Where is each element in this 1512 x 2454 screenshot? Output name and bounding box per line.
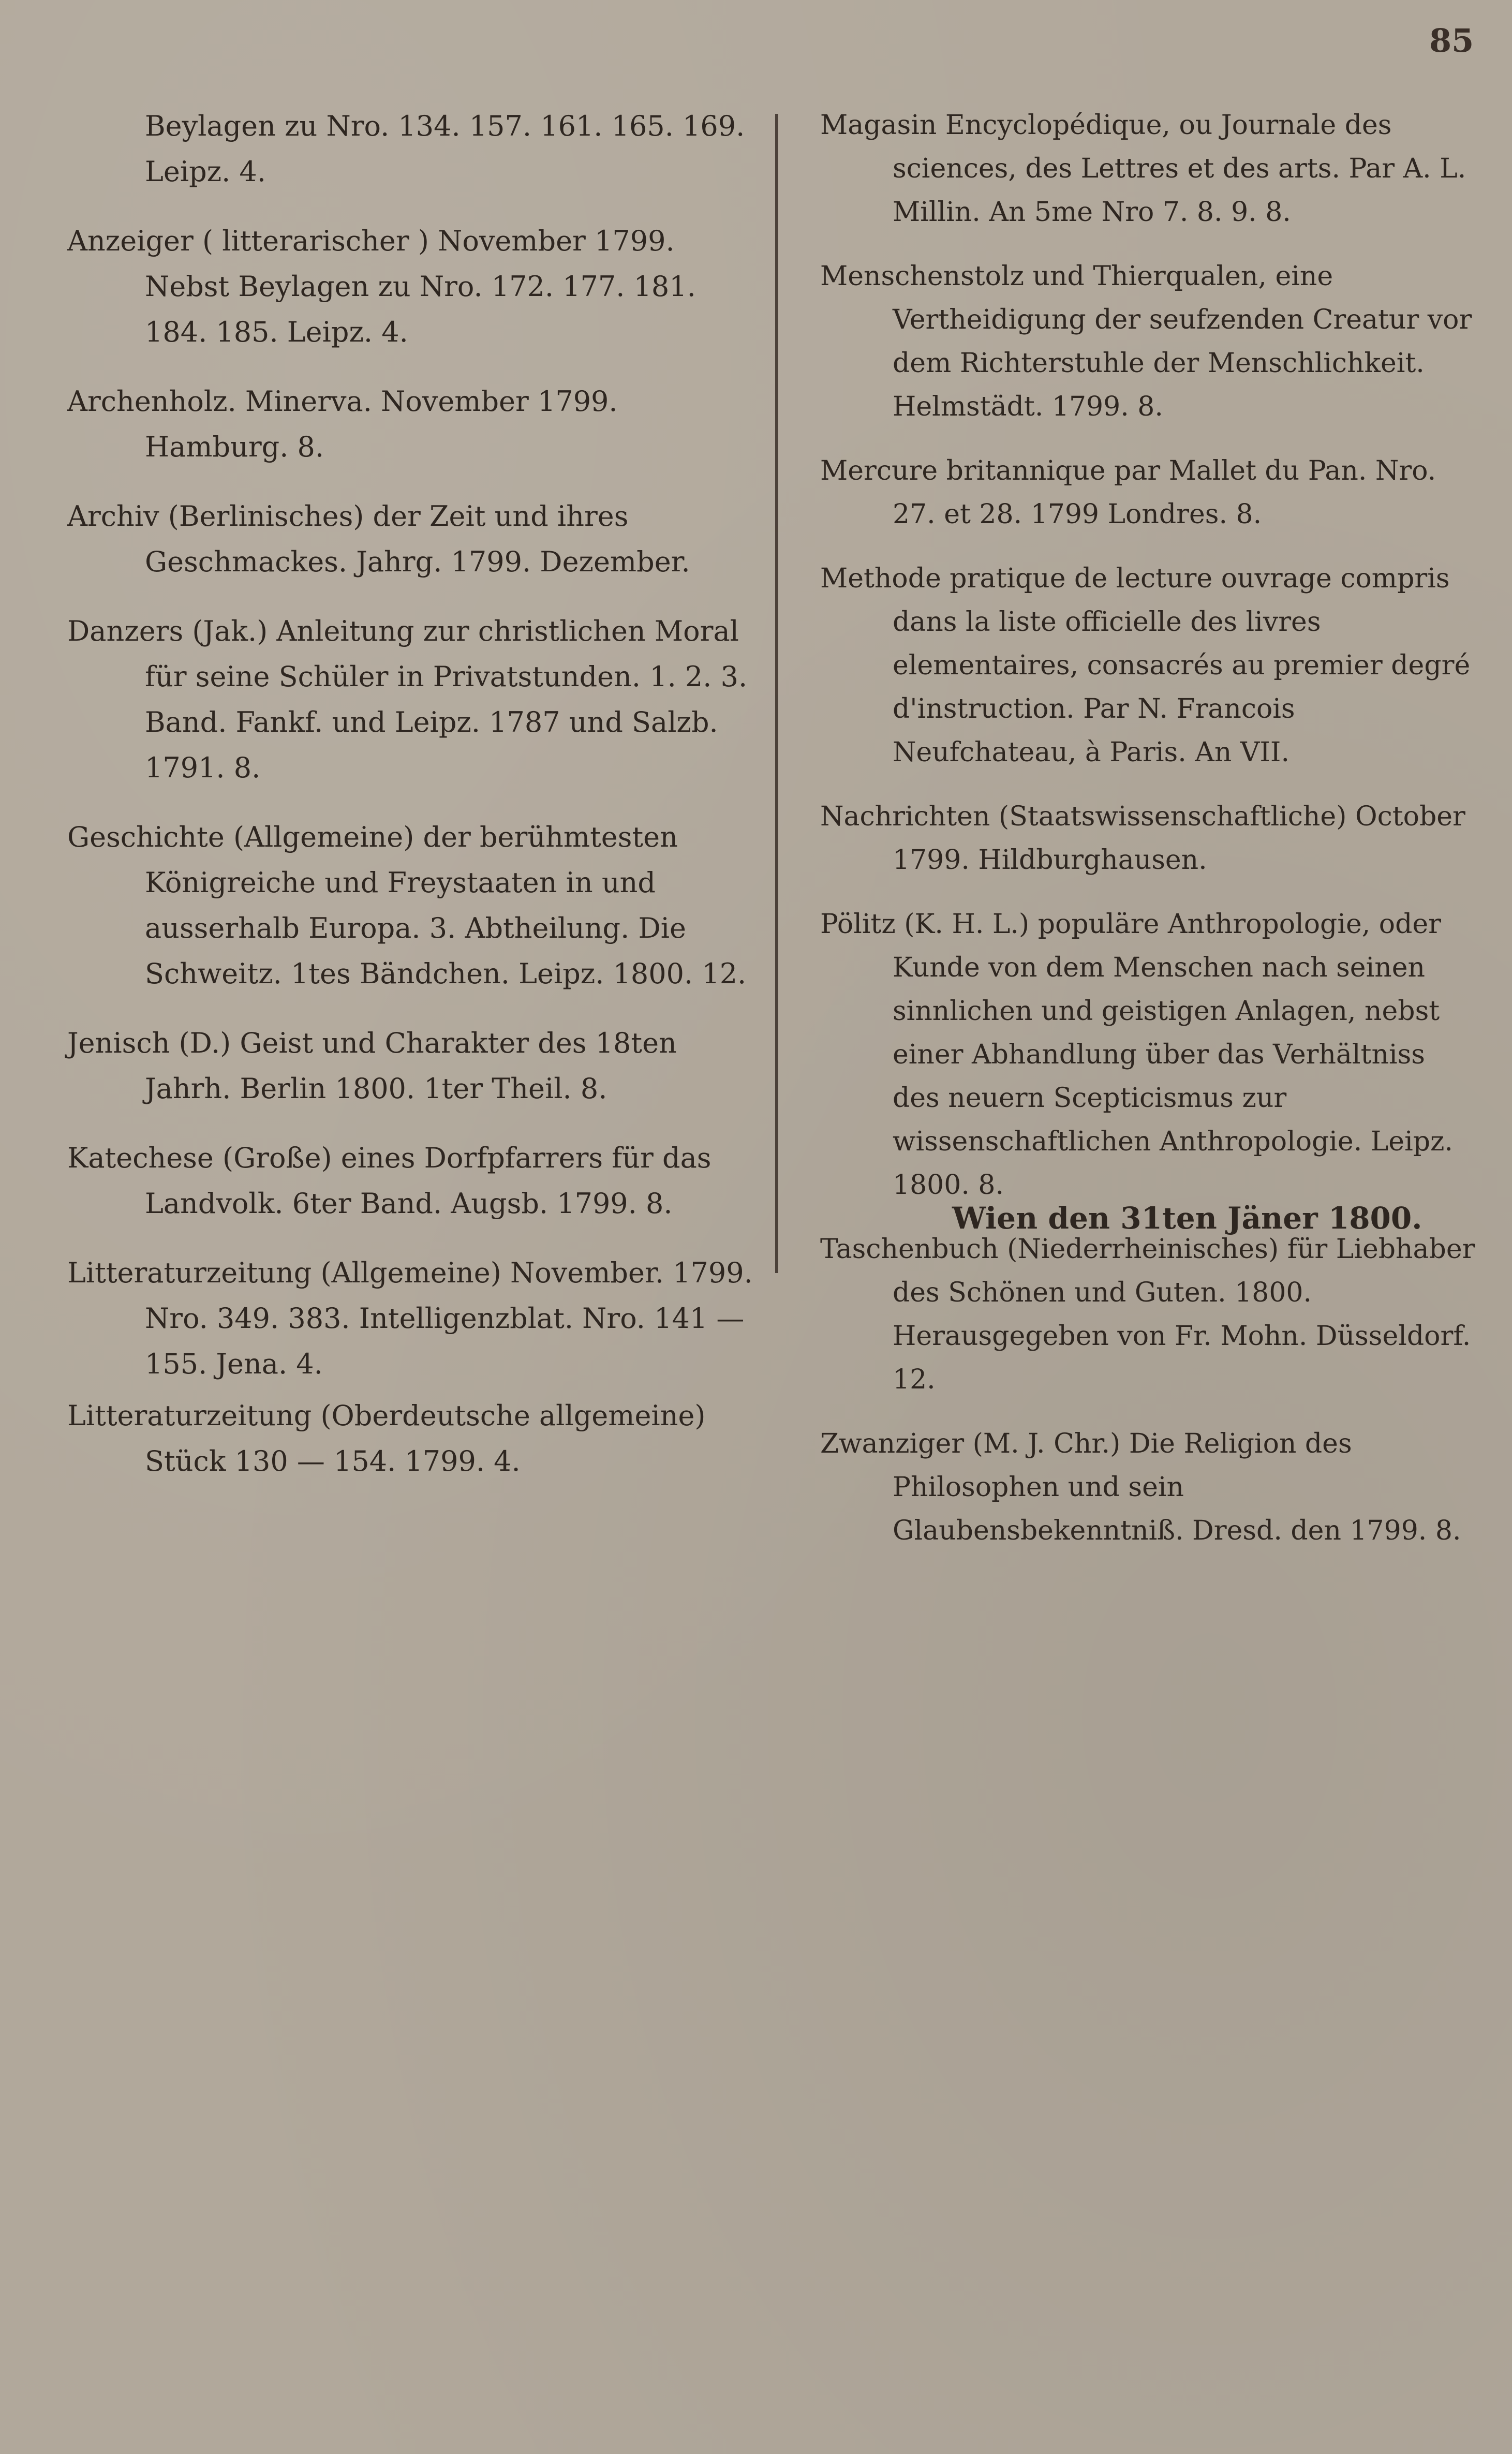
list-item: Archiv (Berlinisches) der Zeit und ihres Geschmackes. Jahrg. 1799. Dezember. (67, 500, 690, 578)
list-item: Zwanziger (M. J. Chr.) Die Religion des Philosophen und sein Glaubensbekenntniß. Dresd. den 1799. 8. (820, 1428, 1461, 1546)
column-divider (775, 114, 778, 1273)
list-item: Beylagen zu Nro. 134. 157. 161. 165. 169. Leipz. 4. (145, 110, 745, 188)
list-item: Taschenbuch (Niederrheinisches) für Liebhaber des Schönen und Guten. 1800. Herausgegeben von Fr. Mohn. Düsseldorf. 12. (820, 1234, 1475, 1395)
list-item: Jenisch (D.) Geist und Charakter des 18ten Jahrh. Berlin 1800. 1ter Theil. 8. (67, 1027, 677, 1105)
list-item: Geschichte (Allgemeine) der berühmtesten Königreiche und Freystaaten in und ausserhalb Europa. 3. Abtheilung. Die Schweitz. 1tes Bändchen. Leipz. 1800. 12. (67, 821, 747, 990)
list-item: Pölitz (K. H. L.) populäre Anthropologie, oder Kunde von dem Menschen nach seinen sinnlichen und geistigen Anlagen, nebst einer Abhandlung über das Verhältniss des neuern Scepticismus zur wissenschaftlichen Anthropologie. Leipz. 1800. 8. (820, 909, 1453, 1201)
left-column (67, 104, 761, 1508)
closing-line: Wien den 31ten Jäner 1800. (952, 1201, 1422, 1236)
list-item: Litteraturzeitung (Oberdeutsche allgemeine) Stück 130 — 154. 1799. 4. (67, 1399, 706, 1477)
list-item: Magasin Encyclopédique, ou Journale des sciences, des Lettres et des arts. Par A. L. Millin. An 5me Nro 7. 8. 9. 8. (820, 110, 1466, 228)
list-item: Nachrichten (Staatswissenschaftliche) October 1799. Hildburghausen. (820, 801, 1465, 876)
list-item: Katechese (Große) eines Dorfpfarrers für das Landvolk. 6ter Band. Augsb. 1799. 8. (67, 1142, 711, 1220)
list-item: Menschenstolz und Thierqualen, eine Vertheidigung der seufzenden Creatur vor dem Richterstuhle der Menschlichkeit. Helmstädt. 1799. 8. (820, 261, 1472, 422)
list-item: Danzers (Jak.) Anleitung zur christlichen Moral für seine Schüler in Privatstunden. 1. 2. 3. Band. Fankf. und Leipz. 1787 und Salzb. 1791. 8. (67, 615, 748, 784)
list-item: Litteraturzeitung (Allgemeine) November. 1799. Nro. 349. 383. Intelligenzblat. Nro. 141 — 155. Jena. 4. (67, 1256, 753, 1380)
right-column (820, 104, 1477, 1573)
list-item: Mercure britannique par Mallet du Pan. Nro. 27. et 28. 1799 Londres. 8. (820, 455, 1436, 530)
list-item: Archenholz. Minerva. November 1799. Hamburg. 8. (67, 385, 618, 463)
list-item: Methode pratique de lecture ouvrage compris dans la liste officielle des livres elementaires, consacrés au premier degré d'instruction. Par N. Francois Neufchateau, à Paris. An VII. (820, 563, 1471, 768)
list-item: Anzeiger ( litterarischer ) November 1799. Nebst Beylagen zu Nro. 172. 177. 181. 184. 185. Leipz. 4. (67, 225, 696, 348)
page-number: 85 (1429, 22, 1474, 60)
